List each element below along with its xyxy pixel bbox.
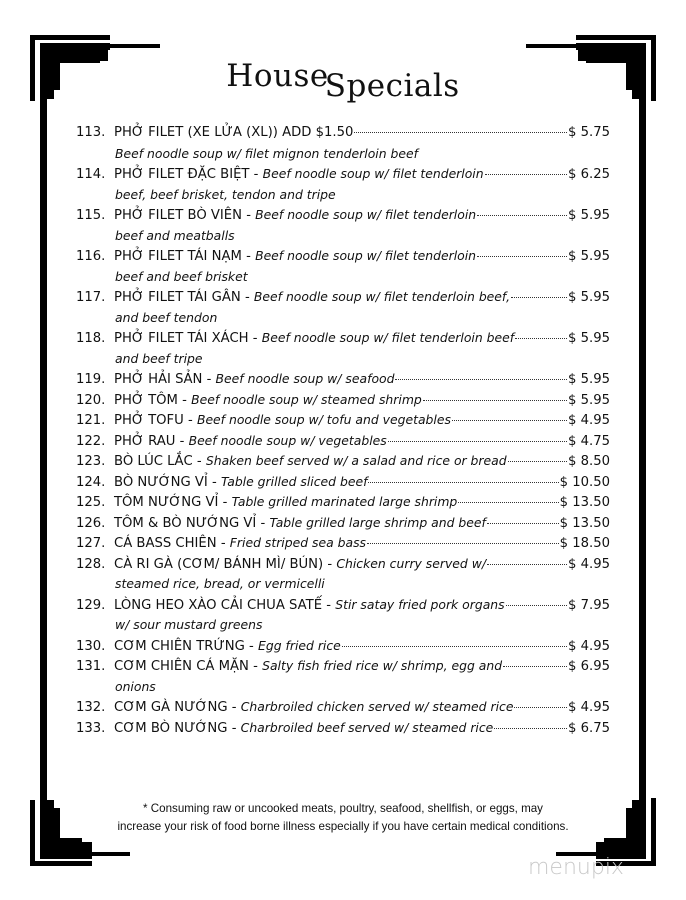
item-price: $ 4.95 [568,700,610,715]
item-number: 129. [76,597,106,613]
item-price: $ 5.75 [568,125,610,140]
item-price: $ 6.75 [568,720,610,736]
item-name: TÔM & BÒ NƯỚNG VỈ [114,515,257,531]
menu-item-main-line [76,410,610,431]
dot-leader [515,338,567,339]
item-description: Beef noodle soup w/ filet tenderloin [255,248,477,263]
item-description-continued: beef and beef brisket [115,268,248,284]
menu-item [76,431,610,452]
item-number: 119. [76,372,106,387]
item-price: $ 7.95 [568,597,610,613]
menu-item-main-line [76,431,610,452]
item-name: PHỞ FILET TÁI GÂN [114,290,241,305]
menu-item-main-line [76,533,610,554]
item-separator: - [218,495,232,510]
item-name-group [114,431,387,453]
menu-item [76,533,610,554]
menu-item-main-line [76,697,610,718]
item-name-group [114,164,484,186]
item-description: Beef noodle soup w/ filet tenderloin [262,166,484,181]
item-separator: - [216,536,230,551]
item-description-continued: and beef tripe [115,350,203,366]
item-description-continued: onions [115,678,156,694]
item-name-group [114,123,353,144]
page-title [0,58,686,104]
item-description: Beef noodle soup w/ steamed shrimp [191,391,422,407]
item-description: Beef noodle soup w/ vegetables [188,432,387,448]
menu-item [76,164,610,205]
item-description: Egg fried rice [258,637,341,653]
item-description-continued: steamed rice, bread, or vermicelli [115,576,325,591]
item-description: Beef noodle soup w/ filet tenderloin [255,207,477,222]
dot-leader [388,441,567,442]
item-separator: - [244,638,258,654]
menu-item-main-line [76,554,610,575]
dot-leader [395,379,567,380]
item-name: PHỞ FILET TÁI NẠM [114,249,242,264]
item-description: Table grilled large shrimp and beef [269,514,486,530]
item-number: 115. [76,208,106,223]
item-price: $ 6.95 [568,659,610,674]
item-description: Shaken beef served w/ a salad and rice or bread [205,453,507,468]
menu-item [76,513,610,534]
item-description-continued: Beef noodle soup w/ filet mignon tenderloin beef [115,145,418,161]
menu-item [76,287,610,328]
item-name-group [114,369,394,391]
dot-leader [487,564,567,565]
menu-item-main-line [76,390,610,411]
item-price: $ 5.95 [568,372,610,387]
item-number: 125. [76,495,106,510]
item-description: Table grilled sliced beef [220,473,368,489]
item-price: $ 13.50 [559,515,610,531]
item-separator: - [241,249,256,264]
item-name-group [114,513,486,535]
item-name-group [114,697,513,719]
dot-leader [367,543,559,544]
item-separator: - [256,515,270,531]
menu-item [76,492,610,513]
item-description: Salty fish fried rice w/ shrimp, egg and [262,658,503,673]
item-name: LÒNG HEO XÀO CẢI CHUA SATẾ [114,597,323,613]
item-description: Charbroiled beef served w/ steamed rice [240,719,494,735]
advisory-line-1: * Consuming raw or uncooked meats, poultry, seafood, shellfish, or eggs, may [143,802,543,815]
menu-item-main-line [76,123,610,144]
menu-item [76,246,610,287]
menu-item [76,718,610,739]
item-description-continued: w/ sour mustard greens [115,617,263,632]
menu-item [76,636,610,657]
item-number: 126. [76,515,106,531]
item-name-group [114,287,510,309]
item-name-group [114,472,367,494]
item-separator: - [227,700,241,715]
item-number: 114. [76,167,106,182]
item-number: 117. [76,290,106,305]
item-name-group [114,246,476,268]
dot-leader [485,174,567,175]
item-name-group [114,636,341,658]
item-price: $ 5.95 [568,290,610,305]
item-price: $ 8.50 [568,454,610,469]
item-number: 120. [76,392,106,408]
menu-item-list [76,123,610,738]
item-separator: - [322,597,336,613]
item-separator: - [240,290,254,305]
item-number: 132. [76,700,106,715]
dot-leader [477,256,567,257]
advisory-line-2: increase your risk of food borne illness especially if you have certain medical conditions. [117,820,569,833]
item-price: $ 5.95 [568,392,610,408]
menu-item-main-line [76,595,610,616]
menu-item [76,369,610,390]
item-number: 116. [76,249,106,264]
dot-leader [508,461,567,462]
dot-leader [506,605,567,606]
item-name: BÒ NƯỚNG VỈ [114,474,208,490]
menu-item-main-line [76,513,610,534]
dot-leader [503,666,567,667]
item-separator: - [248,659,263,674]
item-separator: - [192,454,206,469]
item-price: $ 13.50 [559,495,610,510]
dot-leader [511,297,567,298]
dot-leader [487,523,559,524]
menu-item [76,656,610,697]
menu-item [76,390,610,411]
dot-leader [458,502,558,503]
item-separator: - [207,474,221,490]
menu-item-main-line [76,205,610,226]
item-description: Chicken curry served w/ [336,555,487,571]
item-name-group [114,492,457,514]
item-name: CƠM GÀ NƯỚNG [114,700,228,715]
item-name: PHỞ TOFU [114,413,184,428]
item-description-continued: beef and meatballs [115,227,235,243]
title-word-specials: Specials [324,68,460,104]
item-price: $ 4.95 [568,638,610,654]
item-number: 121. [76,413,106,428]
item-number: 130. [76,638,106,654]
item-number: 127. [76,536,106,551]
menu-item-main-line [76,287,610,308]
item-price: $ 4.95 [568,413,610,428]
item-number: 133. [76,720,106,736]
item-number: 113. [76,125,106,140]
dot-leader [423,400,567,401]
item-name-group [114,533,366,555]
menu-item [76,205,610,246]
dot-leader [514,707,567,708]
item-number: 124. [76,474,106,490]
item-separator: - [248,331,262,346]
dot-leader [494,728,567,729]
item-price: $ 5.95 [568,331,610,346]
item-separator: - [249,167,263,182]
item-name: CÀ RI GÀ (CƠM/ BÁNH MÌ/ BÚN) [114,556,324,572]
item-description: Charbroiled chicken served w/ steamed rice [240,699,514,714]
menu-item-main-line [76,492,610,513]
watermark-logo: menupix [528,855,624,880]
item-name: PHỞ FILET ĐẶC BIỆT [114,167,250,182]
item-number: 123. [76,454,106,469]
item-name-group [114,595,505,617]
item-description: Beef noodle soup w/ filet tenderloin beef [261,330,515,345]
item-separator: - [177,392,192,408]
item-description: Fried striped sea bass [229,535,367,550]
dot-leader [368,482,558,483]
item-separator: - [202,372,216,387]
item-name: PHỞ FILET (XE LỬA (XL)) ADD $1.50 [114,125,354,140]
item-name: CƠM BÒ NƯỚNG [114,720,228,736]
item-name: BÒ LÚC LẮC [114,454,193,469]
menu-item-main-line [76,369,610,390]
item-price: $ 18.50 [559,536,610,551]
menu-item-main-line [76,472,610,493]
menu-item [76,595,610,636]
menu-item [76,328,610,369]
dot-leader [354,132,567,133]
item-description-continued: and beef tendon [115,309,218,325]
dot-leader [342,646,567,647]
menu-item-main-line [76,328,610,349]
item-price: $ 6.25 [568,167,610,182]
item-price: $ 4.75 [568,433,610,449]
menu-item [76,472,610,493]
dot-leader [477,215,567,216]
item-price: $ 5.95 [568,249,610,264]
item-price: $ 4.95 [568,556,610,572]
item-description: Beef noodle soup w/ seafood [215,371,395,386]
item-name: CƠM CHIÊN CÁ MẶN [114,659,249,674]
menu-item-main-line [76,451,610,472]
menu-item [76,697,610,718]
item-name-group [114,390,422,412]
item-name: PHỞ RAU [114,433,176,449]
item-name: CƠM CHIÊN TRỨNG [114,638,245,654]
item-name-group [114,656,502,678]
health-advisory-note [0,800,686,836]
item-name-group [114,554,486,576]
item-description: Table grilled marinated large shrimp [231,494,458,509]
title-word-house: House [226,58,329,94]
menu-item-main-line [76,656,610,677]
item-description: Beef noodle soup w/ filet tenderloin beef, [253,289,511,304]
item-name: CÁ BASS CHIÊN [114,536,217,551]
item-name: PHỞ FILET BÒ VIÊN [114,208,242,223]
item-separator: - [242,208,256,223]
item-name-group [114,718,493,740]
item-name: PHỞ HẢI SẢN [114,372,203,387]
menu-item [76,123,610,164]
menu-item-main-line [76,164,610,185]
item-price: $ 10.50 [559,474,610,490]
menu-item-main-line [76,636,610,657]
item-number: 128. [76,556,106,572]
menu-item-main-line [76,718,610,739]
item-name-group [114,328,514,350]
item-name-group [114,451,507,473]
item-number: 131. [76,659,106,674]
item-description-continued: beef, beef brisket, tendon and tripe [115,186,336,202]
item-name: PHỞ FILET TÁI XÁCH [114,331,249,346]
item-name-group [114,205,476,227]
item-description: Stir satay fried pork organs [335,596,505,612]
item-description: Beef noodle soup w/ tofu and vegetables [196,412,451,427]
menu-item [76,554,610,595]
item-separator: - [227,720,241,736]
menu-item [76,410,610,431]
item-separator: - [183,413,197,428]
item-name: TÔM NƯỚNG VỈ [114,495,219,510]
item-name: PHỞ TÔM [114,392,178,408]
dot-leader [452,420,567,421]
item-price: $ 5.95 [568,208,610,223]
item-number: 118. [76,331,106,346]
item-separator: - [175,433,189,449]
item-number: 122. [76,433,106,449]
menu-item-main-line [76,246,610,267]
menu-item [76,451,610,472]
item-name-group [114,410,451,432]
item-separator: - [323,556,337,572]
